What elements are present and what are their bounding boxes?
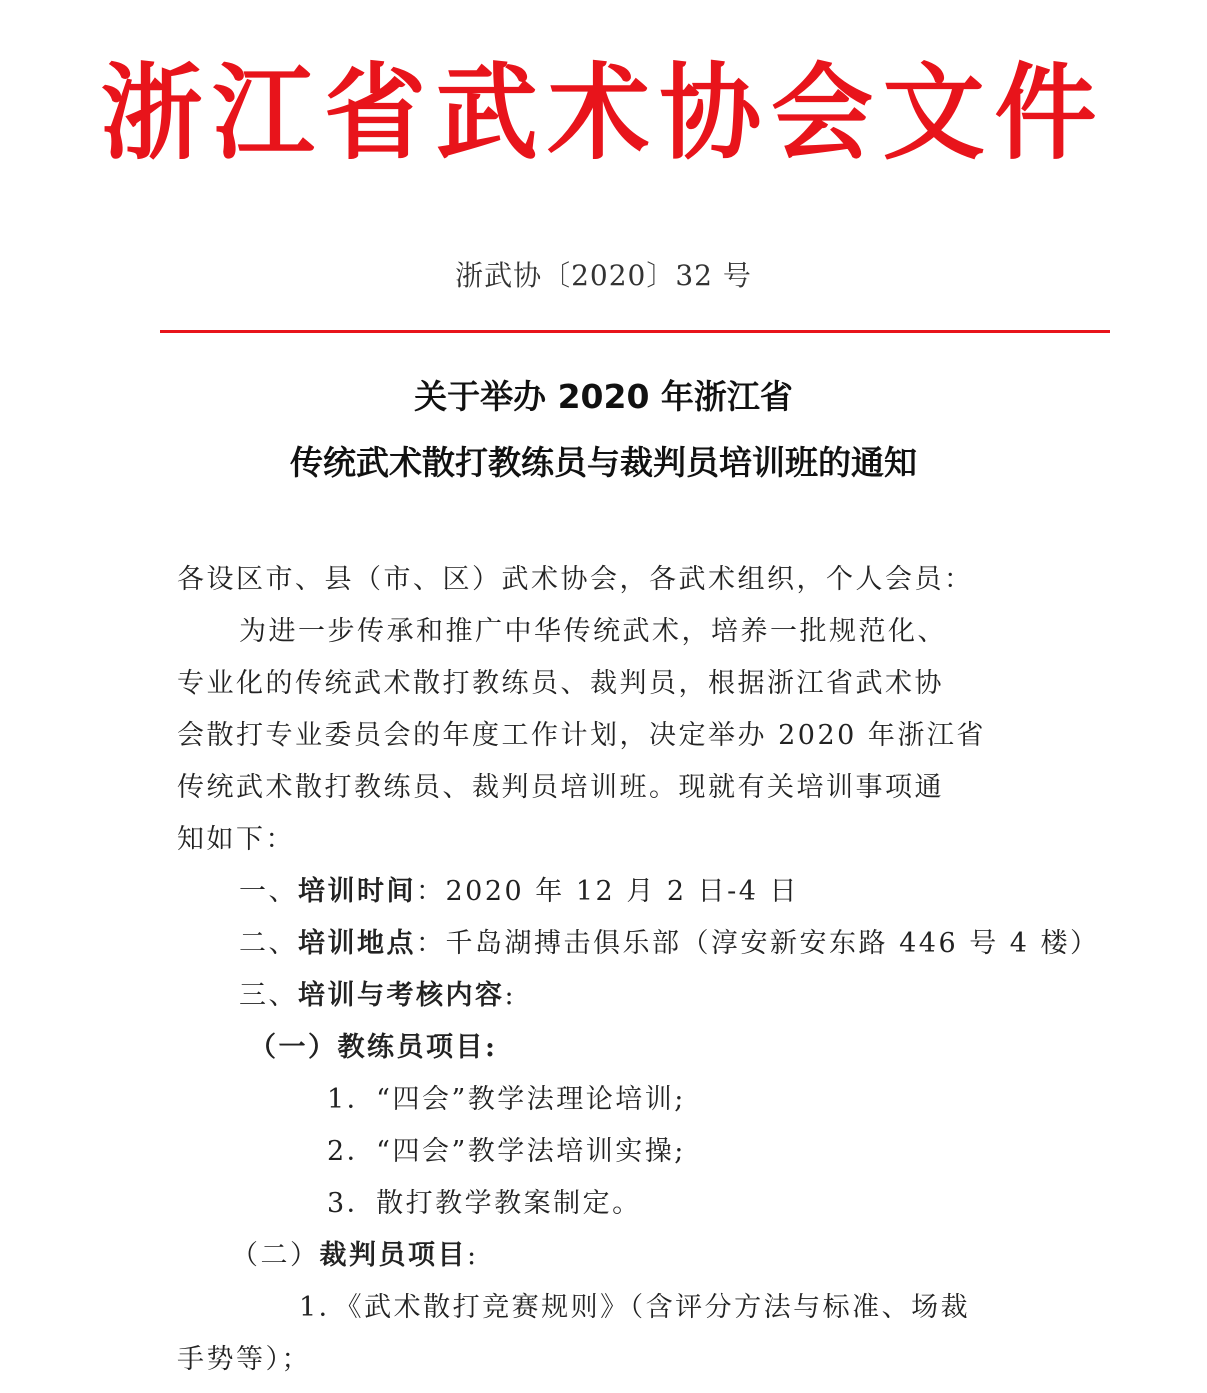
paragraph-line: 专业化的传统武术散打教练员、裁判员，根据浙江省武术协 [177, 668, 944, 699]
paragraph-line: 知如下： [177, 824, 295, 855]
item-training-content [177, 970, 1037, 1022]
item-label: 培训地点 [298, 928, 416, 959]
coach-section-heading: （一）教练员项目: [249, 1032, 498, 1063]
item-text: ：千岛湖搏击俱乐部（淳安新安东路 446 号 4 楼） [416, 928, 1100, 959]
section-prefix: （二） [231, 1240, 320, 1271]
coach-list-item: 3．散打教学教案制定。 [327, 1188, 642, 1219]
item-label: 培训与考核内容 [298, 980, 505, 1011]
salutation: 各设区市、县（市、区）武术协会，各武术组织，个人会员： [177, 564, 974, 595]
item-text: ：2020 年 12 月 2 日-4 日 [416, 876, 800, 907]
item-training-time [177, 866, 1037, 918]
referee-list-item: 1．《武术散打竞赛规则》（含评分方法与标准、场裁 [299, 1292, 971, 1323]
coach-list-item: 2．“四会”教学法培训实操; [327, 1136, 686, 1167]
item-text: : [504, 980, 517, 1011]
item-prefix: 二、 [239, 928, 298, 959]
section-suffix: : [467, 1240, 479, 1271]
item-prefix: 三、 [239, 980, 298, 1011]
item-prefix: 一、 [239, 876, 298, 907]
referee-list-item-continued: 手势等）； [177, 1344, 311, 1375]
referee-section-heading [177, 1230, 1037, 1282]
notice-title-line-2: 传统武术散打教练员与裁判员培训班的通知 [290, 443, 917, 482]
notice-title-line-1: 关于举办 2020 年浙江省 [414, 377, 793, 416]
paragraph-line: 会散打专业委员会的年度工作计划，决定举办 2020 年浙江省 [177, 720, 986, 751]
notice-body [177, 554, 1100, 1386]
paragraph-line: 传统武术散打教练员、裁判员培训班。现就有关培训事项通 [177, 772, 944, 803]
paragraph-line: 为进一步传承和推广中华传统武术，培养一批规范化、 [239, 616, 947, 647]
coach-list-item: 1．“四会”教学法理论培训; [327, 1084, 686, 1115]
item-training-location [177, 918, 1100, 970]
red-separator-line [160, 330, 1110, 333]
issuer-red-header: 浙江省武术协会文件 [100, 51, 1107, 174]
document-number: 浙武协〔2020〕32 号 [455, 259, 752, 292]
section-label: 裁判员项目 [319, 1240, 467, 1271]
item-label: 培训时间 [298, 876, 416, 907]
